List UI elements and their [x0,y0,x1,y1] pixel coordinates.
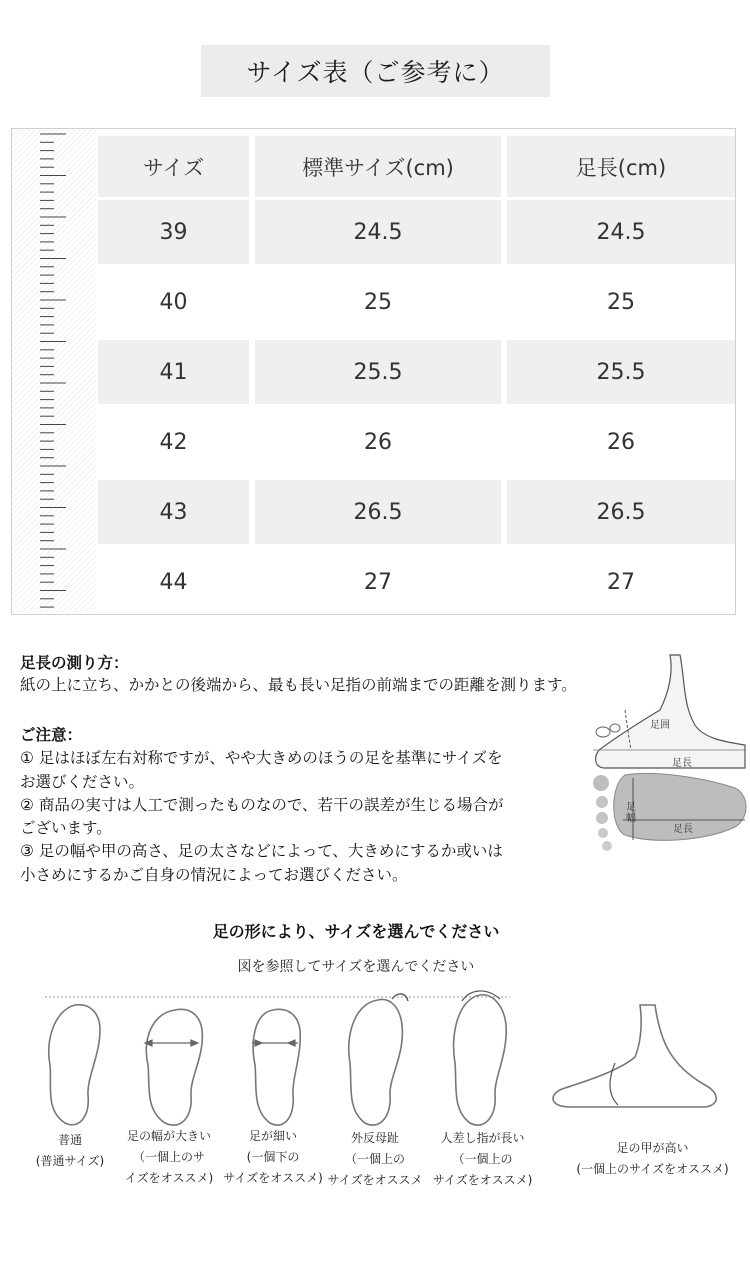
foot-caption-long-toe [425,1128,540,1191]
shape-section-subtitle: 図を参照してサイズを選んでください [237,959,475,975]
table-cell: 40 [159,289,188,315]
notes-line-4: ございます。 [20,819,112,838]
table-cell: 39 [98,200,249,264]
label-foot-length: 足長 [672,758,692,769]
table-cell: 24.5 [507,200,735,264]
foot-caption-line: （一個上の [452,1152,513,1166]
foot-caption-line: イズをオススメ) [124,1171,214,1185]
foot-caption-line: （一個上の [344,1152,405,1166]
label-foot-length-2: 足長 [673,824,693,835]
foot-shapes-illustration [30,985,750,1135]
page-title: サイズ表（ご参考に） [201,45,550,97]
foot-caption-line: サイズをオススメ) [432,1173,533,1187]
notes-line-5: ③ 足の幅や甲の高さ、足の太さなどによって、大きめにするか或いは [20,842,503,861]
table-cell: 44 [159,569,188,595]
foot-caption-line: 足が細い [248,1129,297,1143]
table-cell: 25 [364,289,392,315]
table-cell: 27 [364,569,392,595]
table-cell: 26 [607,429,635,455]
table-header-cell: 足長(cm) [507,136,735,197]
table-cell: 24.5 [255,200,501,264]
foot-caption-normal [20,1130,120,1172]
foot-caption-line: 足の幅が大きい [126,1129,211,1143]
shape-section-title: 足の形により、サイズを選んでください [212,922,500,941]
foot-caption-line: (普通サイズ) [35,1154,105,1168]
foot-caption-line: 人差し指が長い [440,1131,525,1145]
foot-caption-line: （一個上のサ [132,1150,205,1164]
table-cell: 41 [98,340,249,404]
label-foot-girth: 足囲 [650,720,670,731]
notes-line-2: お選びください。 [20,772,145,791]
foot-caption-line: サイズをオススメ) [223,1171,323,1185]
notes-line-6: 小さめにするかご自身の情況によってお選びください。 [20,865,408,884]
table-cell: 25 [607,289,635,315]
table-cell: 26 [364,429,392,455]
notes-section [20,724,600,887]
foot-caption-line: 足の甲が高い [616,1141,689,1155]
table-header-cell: サイズ [98,136,249,197]
label-foot-width: 足幅 [626,802,636,824]
ruler-illustration [12,130,96,612]
table-cell: 26.5 [255,480,501,544]
table-cell: 25.5 [507,340,735,404]
foot-caption-wide [114,1126,224,1189]
table-cell: 43 [98,480,249,544]
howto-text: 紙の上に立ち、かかとの後端から、最も長い足指の前端までの距離を測ります。 [20,676,577,694]
foot-caption-line: (一個下の [246,1150,300,1164]
table-cell: 26.5 [507,480,735,544]
howto-heading: 足長の測り方： [20,654,129,672]
notes-heading: ご注意： [20,726,83,744]
foot-caption-line: 外反母趾 [350,1131,399,1145]
table-cell: 27 [607,569,635,595]
notes-line-1: ① 足はほぼ左右対称ですが、やや大きめのほうの足を基準にサイズを [20,749,503,768]
foot-caption-bunion [320,1128,430,1191]
table-cell: 25.5 [255,340,501,404]
foot-caption-line: (一個上のサイズをオススメ) [576,1162,729,1176]
foot-caption-line: 普通 [57,1133,82,1147]
foot-caption-high-instep [555,1138,750,1180]
foot-caption-line: サイズをオススメ [327,1173,423,1187]
foot-measure-diagram [585,650,750,865]
foot-caption-narrow [218,1126,328,1189]
howto-section [20,652,577,696]
notes-line-3: ② 商品の実寸は人工で測ったものなので、若干の誤差が生じる場合が [20,795,504,814]
table-cell: 42 [159,429,188,455]
table-header-cell: 標準サイズ(cm) [255,136,501,197]
